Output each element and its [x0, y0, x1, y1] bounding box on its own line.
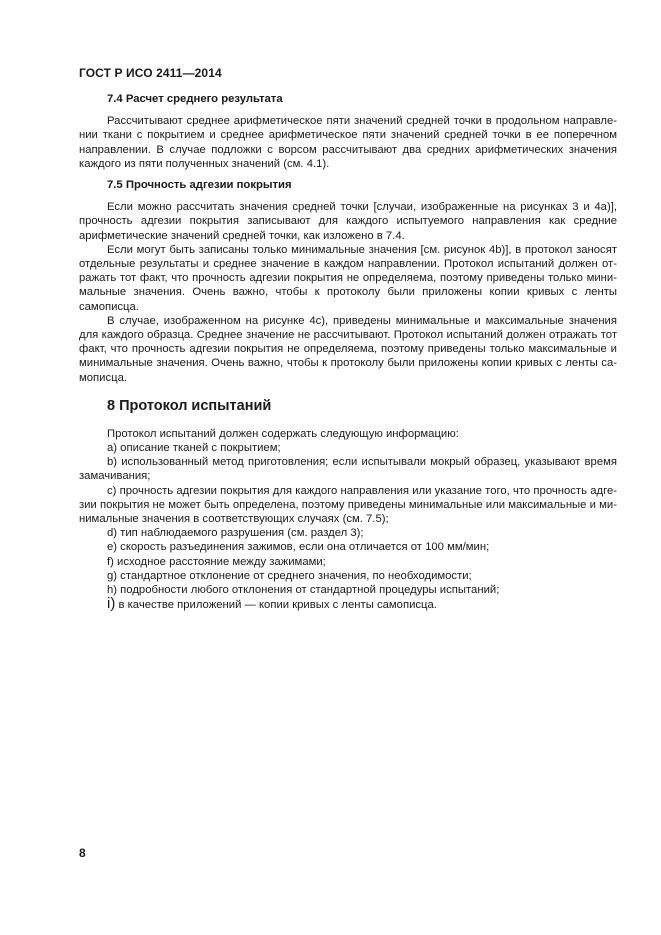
section-7-5: [79, 178, 617, 385]
section-7-5-paragraph-3: В случае, изображенном на рисунке 4с), приведены минимальные и максимальные значения для каждого образца. Среднее значение не рассчитывают. Протокол испытаний должен отражать тот факт, что прочность адгезии покрытия не определяема, поэтому приведены только максимальные и минимальные значения. Очень важно, чтобы к протоколу были приложены копии кривых с ленты самописца.: [79, 314, 617, 384]
list-item-d: d) тип наблюдаемого разрушения (см. раздел 3);: [107, 527, 364, 540]
list-item-h: h) подробности любого отклонения от стандартной процедуры испытаний;: [107, 584, 500, 597]
section-7-5-paragraph-1: Если можно рассчитать значения средней точки [случаи, изображенные на рисунках 3 и 4а)], прочность адгезии покрытия записывают для каждого испытуемого направления как средние арифметические значений средней точки, как изложено в 7.4.: [79, 201, 617, 242]
section-7-5-paragraph-2: Если могут быть записаны только минимальные значения [см. рисунок 4b)], в протокол заносят отдельные результаты и среднее значение в каждом направлении. Протокол испытаний должен отражать тот факт, что прочность адгезии покрытия не определяема, поэтому приведены только минимальные значения. Очень важно, чтобы к протоколу были приложены копии кривых с ленты самописца.: [79, 243, 617, 313]
list-item-b: b) использованный метод приготовления; если испытывали мокрый образец, указывают время замачивания;: [79, 456, 617, 483]
list-item-f: f) исходное расстояние между зажимами;: [107, 555, 326, 568]
list-item-i-marker: i): [107, 595, 116, 613]
section-7-5-title: 7.5 Прочность адгезии покрытия: [107, 179, 292, 192]
page-content: [79, 92, 617, 613]
section-7-4-paragraph-1: Рассчитывают среднее арифметическое пяти значений средней точки в продольном направлении ткани с покрытием и среднее арифметическое пяти значений средней точки в ее поперечном направлении. В случае подложки с ворсом рассчитывают два средних арифметических значения каждого из пяти полученных значений (см. 4.1).: [79, 115, 617, 170]
list-item-i: [79, 597, 617, 612]
list-item-a: a) описание тканей с покрытием;: [107, 442, 281, 455]
section-8: [79, 397, 617, 613]
list-item-c: c) прочность адгезии покрытия для каждого направления или указание того, что прочность адгезии покрытия не может быть определена, поэтому приведены минимальные или максимальные и минимальные значения в соответствующих случаях (см. 7.5);: [79, 484, 617, 526]
section-7-4: [79, 92, 617, 171]
section-8-intro: Протокол испытаний должен содержать следующую информацию:: [107, 427, 459, 440]
section-7-4-title: 7.4 Расчет среднего результата: [107, 93, 283, 105]
list-item-e: e) скорость разъединения зажимов, если она отличается от 100 мм/мин;: [107, 541, 490, 554]
document-code-header: ГОСТ Р ИСО 2411—2014: [79, 66, 222, 80]
page-number: 8: [79, 846, 86, 860]
section-8-title: 8 Протокол испытаний: [107, 397, 272, 414]
list-item-i-text: в качестве приложений — копии кривых с ленты самописца.: [115, 599, 437, 612]
list-item-g: g) стандартное отклонение от среднего значения, по необходимости;: [107, 569, 472, 582]
